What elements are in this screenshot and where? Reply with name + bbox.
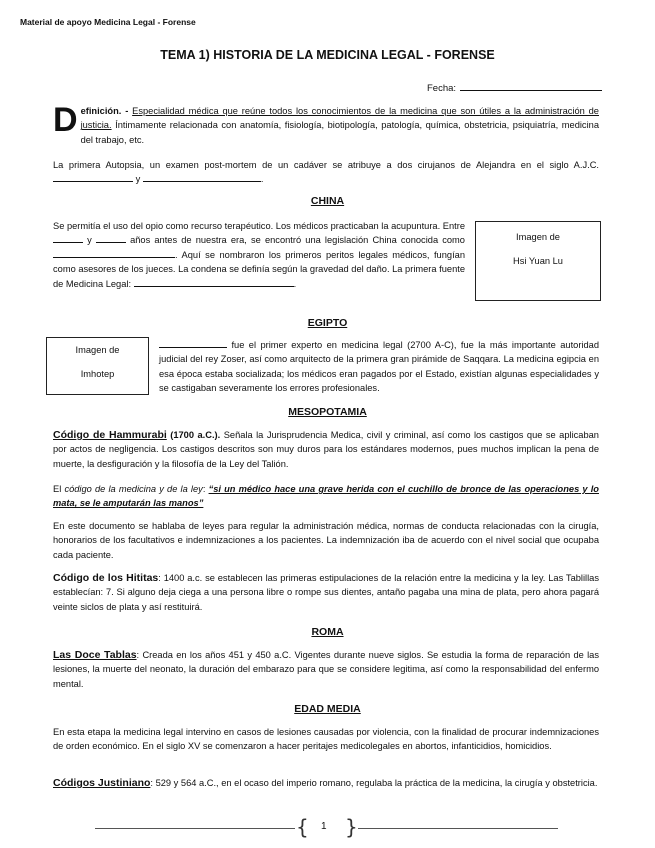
hammurabi-date: (1700 a.C.). bbox=[170, 430, 221, 440]
hittite-paragraph bbox=[53, 571, 599, 614]
code-italic: código de la medicina y de la ley bbox=[64, 484, 203, 494]
page-number: 1 bbox=[321, 821, 327, 832]
fill-blank bbox=[53, 248, 175, 258]
drop-cap: D bbox=[53, 101, 78, 139]
fill-blank bbox=[134, 277, 294, 287]
justinian-title: Códigos Justiniano bbox=[53, 777, 151, 789]
china-text: y bbox=[87, 235, 92, 246]
justinian-text: : 529 y 564 a.C., en el ocaso del imperio romano, regulaba la práctica de la medicina, la cirugía y obstetricia. bbox=[150, 778, 598, 788]
section-heading-china: CHINA bbox=[310, 195, 345, 207]
china-text: . Aquí se nombraron los primeros peritos legales médicos, fungían como asesores de los jueces. La condena se definía según la gravedad del daño. La primera fuente de Medicina Legal: bbox=[53, 249, 465, 289]
fill-blank bbox=[53, 172, 133, 182]
date-blank bbox=[460, 80, 602, 91]
middle-ages-text: En esta etapa la medicina legal intervino en casos de lesiones causadas por violencia, con la finalidad de procurar indemnizaciones de orden económico. En el siglo XV se comenzaron a hacer peritajes medicolegales en abortos, infanticidios, homicidios. bbox=[53, 727, 599, 752]
egipto-paragraph bbox=[159, 338, 599, 396]
fill-blank bbox=[96, 233, 126, 243]
hittite-text: : 1400 a.c. se establecen las primeras estipulaciones de la relación entre la medicina y la ley. Las Tablillas establecían: 7. Si alguno deja ciega a una persona libre o rompe sus dientes, antaño pagaba una mina de plata, pero ahora pagará veinte siclos de plata y así restituirá. bbox=[53, 573, 599, 612]
china-paragraph bbox=[53, 219, 465, 291]
china-text: años antes de nuestra era, se encontró una legislación China conocida como bbox=[130, 235, 465, 246]
document-title: TEMA 1) HISTORIA DE LA MEDICINA LEGAL - FORENSE bbox=[160, 48, 495, 62]
page-footer bbox=[0, 812, 655, 842]
twelve-tables-paragraph bbox=[53, 648, 599, 691]
fill-blank bbox=[143, 172, 261, 182]
image-caption: Imagen de bbox=[516, 232, 560, 242]
date-field bbox=[427, 80, 602, 94]
section-heading-egipto: EGIPTO bbox=[307, 317, 348, 329]
definition-paragraph bbox=[53, 101, 599, 147]
section-heading-edad-media: EDAD MEDIA bbox=[294, 703, 361, 715]
autopsy-paragraph bbox=[53, 158, 599, 187]
autopsy-end: . bbox=[260, 174, 264, 185]
code-quote: “si un médico hace una grave herida con el cuchillo de bronce de las operaciones y lo mata, se le amputarán las manos” bbox=[53, 484, 599, 509]
image-placeholder-imhotep bbox=[46, 337, 149, 395]
right-brace-icon: } bbox=[345, 815, 358, 839]
image-placeholder-hsi-yuan-lu bbox=[475, 221, 601, 301]
hammurabi-title: Código de Hammurabi bbox=[53, 429, 167, 441]
fill-blank bbox=[159, 338, 227, 348]
medicine-law-code-paragraph bbox=[53, 482, 599, 511]
definition-underlined: Especialidad médica que reúne todos los conocimientos de la medicina que son útiles a la administración de justicia. bbox=[80, 106, 599, 131]
code-intro: El bbox=[53, 484, 62, 494]
running-header: Material de apoyo Medicina Legal - Forense bbox=[20, 17, 196, 27]
china-text: . bbox=[293, 278, 297, 289]
date-label: Fecha: bbox=[427, 83, 457, 94]
china-text: Se permitía el uso del opio como recurso terapéutico. Los médicos practicaban la acupuntura. Entre bbox=[53, 221, 465, 231]
twelve-tables-title: Las Doce Tablas bbox=[53, 649, 137, 661]
twelve-tables-text: : Creada en los años 451 y 450 a.C. Vigentes durante nueve siglos. Se estudia la forma de reparación de las lesiones, la muerte del neonato, la duración del embarazo para que se considere legitima, así como la responsabilidad del enfermo mental. bbox=[53, 650, 599, 689]
hittite-title: Código de los Hititas bbox=[53, 572, 159, 584]
document-text: En este documento se hablaba de leyes para regular la administración médica, normas de conducta relacionadas con la cirugía, honorarios de los facultativos e indemnizaciones a los pacientes. La indemnización iba de acuerdo con el nivel social que ocupaba cada paciente. bbox=[53, 521, 599, 560]
image-caption: Imagen de bbox=[75, 345, 120, 355]
document-paragraph bbox=[53, 519, 599, 562]
footer-rule-right bbox=[358, 828, 558, 829]
autopsy-conj: y bbox=[135, 174, 141, 185]
egipto-text: fue el primer experto en medicina legal (2700 A-C), fue la más importante autoridad judicial del rey Zoser, así como arquitecto de la primera gran pirámide de Saqqara. La medicina egipcia en esa época estaba socializada; los médicos eran pagados por el Estado, existían algunas especialidades y se castigaban severamente los errores profesionales. bbox=[159, 340, 599, 394]
middle-ages-paragraph bbox=[53, 725, 599, 754]
fill-blank bbox=[53, 233, 83, 243]
footer-rule-left bbox=[95, 828, 295, 829]
code-colon: : bbox=[202, 484, 206, 494]
image-caption: Hsi Yuan Lu bbox=[513, 256, 563, 266]
hammurabi-paragraph bbox=[53, 428, 599, 471]
hammurabi-text: Señala la Jurisprudencia Medica, civil y criminal, así como los castigos que se aplicaban por actos de negligencia. Los castigos descritos son muy duros para los estándares modernos, pues muchos implican la pena de muerte, la desfiguración y la filosofía de la Ley del Talión. bbox=[53, 430, 599, 469]
definition-rest: Íntimamente relacionada con anatomía, fisiología, biotipología, patología, química, obstetricia, psiquiatría, medicina del trabajo, etc. bbox=[80, 120, 599, 145]
justinian-paragraph bbox=[53, 776, 599, 790]
section-heading-mesopotamia: MESOPOTAMIA bbox=[288, 406, 367, 418]
autopsy-text: La primera Autopsia, un examen post-mortem de un cadáver se atribuye a dos cirujanos de Alejandra en el siglo A.J.C. bbox=[53, 160, 599, 170]
image-caption: Imhotep bbox=[80, 369, 115, 379]
definition-label: efinición. - bbox=[80, 106, 129, 116]
section-heading-roma: ROMA bbox=[311, 626, 344, 638]
left-brace-icon: { bbox=[296, 815, 309, 839]
